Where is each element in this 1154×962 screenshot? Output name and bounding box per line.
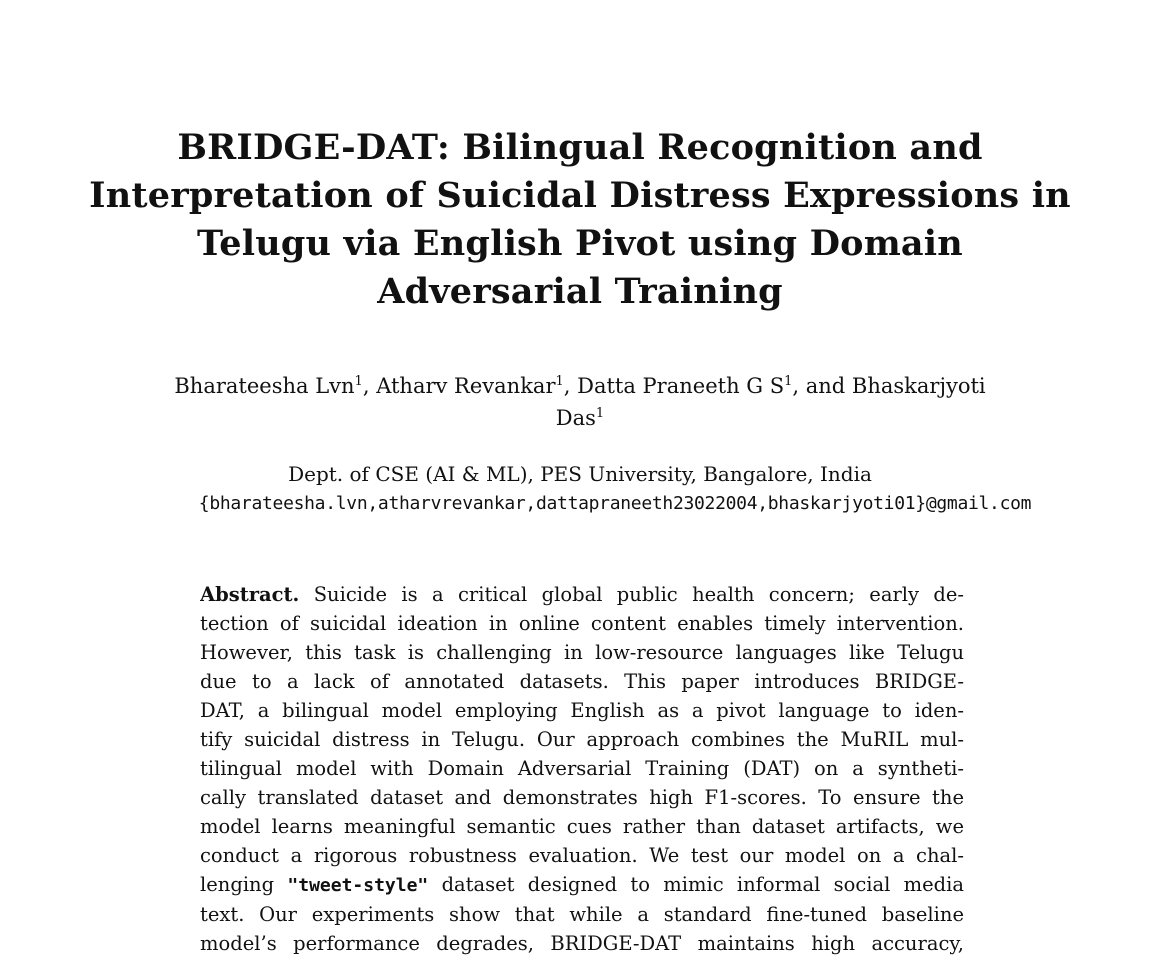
abstract xyxy=(200,580,964,958)
author-name: and Bhaskarjyoti xyxy=(805,374,986,398)
author-name: Das xyxy=(555,406,596,430)
abstract-line: tection of suicidal ideation in online content enables timely intervention. xyxy=(200,612,964,635)
abstract-line: model learns meaningful semantic cues rather than dataset artifacts, we xyxy=(200,815,964,838)
abstract-line xyxy=(200,870,964,900)
abstract-text: dataset designed to mimic informal social media xyxy=(441,873,964,896)
author-emails: {bharateesha.lvn,atharvrevankar,dattapraneeth23022004,bhaskarjyoti01}@gmail.com xyxy=(198,493,1032,514)
affiliation-mark: 1 xyxy=(354,374,363,389)
author-name: Bharateesha Lvn xyxy=(174,374,355,398)
title-line: BRIDGE-DAT: Bilingual Recognition and xyxy=(177,127,983,168)
author-name: Atharv Revankar xyxy=(376,374,556,398)
abstract-line: text. Our experiments show that while a standard fine-tuned baseline xyxy=(200,903,964,926)
affiliation-mark: 1 xyxy=(555,374,564,389)
abstract-line: model’s performance degrades, BRIDGE-DAT maintains high accuracy, xyxy=(200,932,964,955)
affiliation-mark: 1 xyxy=(595,406,605,421)
abstract-line: cally translated dataset and demonstrates high F1-scores. To ensure the xyxy=(200,786,964,809)
abstract-line: due to a lack of annotated datasets. This paper introduces BRIDGE- xyxy=(200,670,964,693)
title-line: Interpretation of Suicidal Distress Expressions in xyxy=(89,175,1071,216)
inline-code: "tweet-style" xyxy=(287,875,429,896)
affiliation: Dept. of CSE (AI & ML), PES University, Bangalore, India xyxy=(288,462,872,486)
paper-title xyxy=(60,124,1100,316)
abstract-line: conduct a rigorous robustness evaluation. We test our model on a chal- xyxy=(200,844,964,867)
abstract-heading: Abstract. xyxy=(200,583,300,606)
affiliation-mark: 1 xyxy=(784,374,793,389)
abstract-line xyxy=(200,580,964,609)
abstract-text: lenging xyxy=(200,873,275,896)
abstract-text: Suicide is a critical global public health concern; early de- xyxy=(313,583,964,606)
author-name: Datta Praneeth G S xyxy=(577,374,785,398)
title-line: Telugu via English Pivot using Domain xyxy=(197,223,963,264)
title-line: Adversarial Training xyxy=(377,271,783,312)
abstract-line: DAT, a bilingual model employing English as a pivot language to iden- xyxy=(200,699,964,722)
abstract-line: However, this task is challenging in low-resource languages like Telugu xyxy=(200,641,964,664)
abstract-line: tify suicidal distress in Telugu. Our approach combines the MuRIL mul- xyxy=(200,728,964,751)
author-list: Bharateesha Lvn$^1$, Atharv Revankar$^1$, Datta Praneeth G $S^1$, and Bhaskarjyoti Das$^1$ xyxy=(174,374,986,430)
abstract-line: tilingual model with Domain Adversarial Training (DAT) on a syntheti- xyxy=(200,757,964,780)
